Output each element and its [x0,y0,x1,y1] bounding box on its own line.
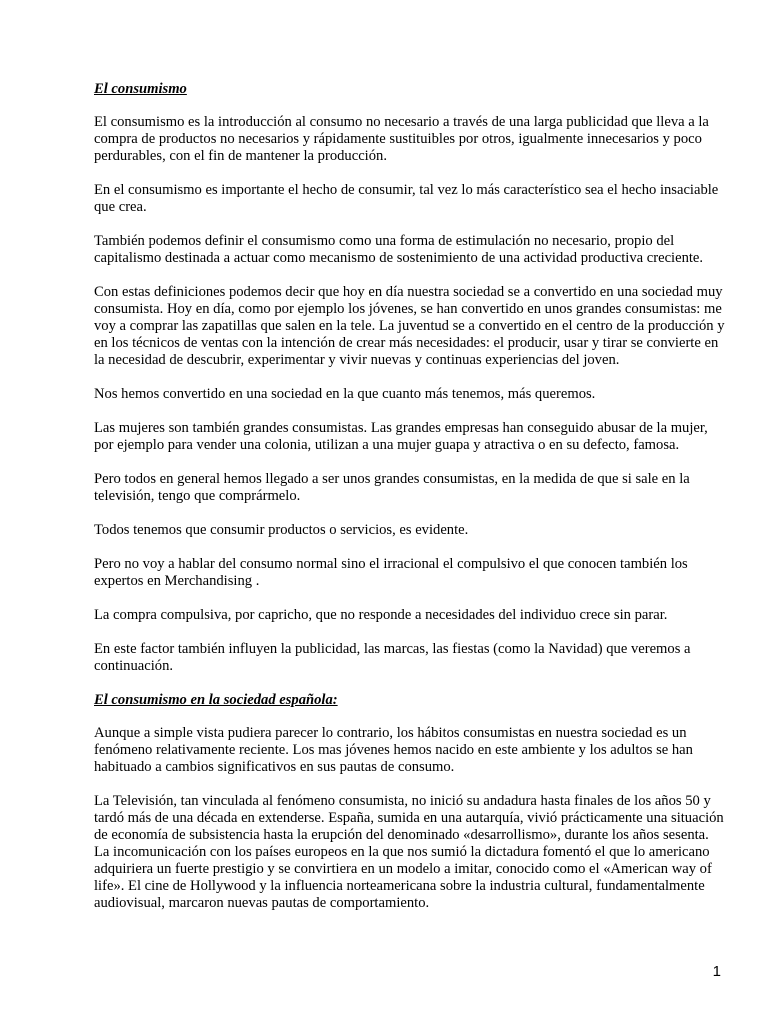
paragraph: La Televisión, tan vinculada al fenómeno consumista, no inició su andadura hasta finales de los años 50 y tardó más de una década en extenderse. España, sumida en una autarquía, vivió prácticamente una situación de economía de subsistencia hasta la erupción del denominado «desarrollismo», durante los años sesenta. La incomunicación con los países europeos en la que nos sumió la dictadura fomentó el que lo americano adquiriera un fuerte prestigio y se convirtiera en un modelo a imitar, conocido como el «American way of life». El cine de Hollywood y la influencia norteamericana sobre la industria cultural, fundamentalmente audiovisual, marcaron nuevas pautas de comportamiento. [94,793,724,911]
document-page [94,81,726,929]
paragraph: Nos hemos convertido en una sociedad en la que cuanto más tenemos, más queremos. [94,386,596,402]
paragraph: La compra compulsiva, por capricho, que no responde a necesidades del individuo crece sin parar. [94,607,668,623]
paragraph: El consumismo es la introducción al consumo no necesario a través de una larga publicidad que lleva a la compra de productos no necesarios y rápidamente sustituibles por otros, igualmente innecesarios y poco perdurables, con el fin de mantener la producción. [94,114,709,164]
section-heading-sociedad-espanola: El consumismo en la sociedad española: [94,692,338,708]
paragraph: En este factor también influyen la publicidad, las marcas, las fiestas (como la Navidad) que veremos a continuación. [94,641,691,674]
page-number: 1 [712,963,721,980]
paragraph: Pero no voy a hablar del consumo normal sino el irracional el compulsivo el que conocen también los expertos en Merchandising . [94,556,688,589]
paragraph: Aunque a simple vista pudiera parecer lo contrario, los hábitos consumistas en nuestra sociedad es un fenómeno relativamente reciente. Los mas jóvenes hemos nacido en este ambiente y los adultos se han habituado a cambios significativos en sus pautas de consumo. [94,725,693,775]
paragraph: Las mujeres son también grandes consumistas. Las grandes empresas han conseguido abusar de la mujer, por ejemplo para vender una colonia, utilizan a una mujer guapa y atractiva o en su defecto, famosa. [94,420,708,453]
paragraph: En el consumismo es importante el hecho de consumir, tal vez lo más característico sea el hecho insaciable que crea. [94,182,719,215]
paragraph: Con estas definiciones podemos decir que hoy en día nuestra sociedad se a convertido en una sociedad muy consumista. Hoy en día, como por ejemplo los jóvenes, se han convertido en unos grandes consumistas: me voy a comprar las zapatillas que salen en la tele. La juventud se a convertido en el centro de la producción y en los técnicos de ventas con la intención de crear más necesidades: el producir, usar y tirar se convierte en la necesidad de descubrir, experimentar y vivir nuevas y continuas experiencias del joven. [94,284,725,368]
paragraph: Pero todos en general hemos llegado a ser unos grandes consumistas, en la medida de que si sale en la televisión, tengo que comprármelo. [94,471,690,504]
section-heading-consumismo: El consumismo [94,81,187,97]
paragraph: También podemos definir el consumismo como una forma de estimulación no necesario, propio del capitalismo destinada a actuar como mecanismo de sostenimiento de una actividad productiva creciente. [94,233,704,266]
paragraph: Todos tenemos que consumir productos o servicios, es evidente. [94,522,469,538]
